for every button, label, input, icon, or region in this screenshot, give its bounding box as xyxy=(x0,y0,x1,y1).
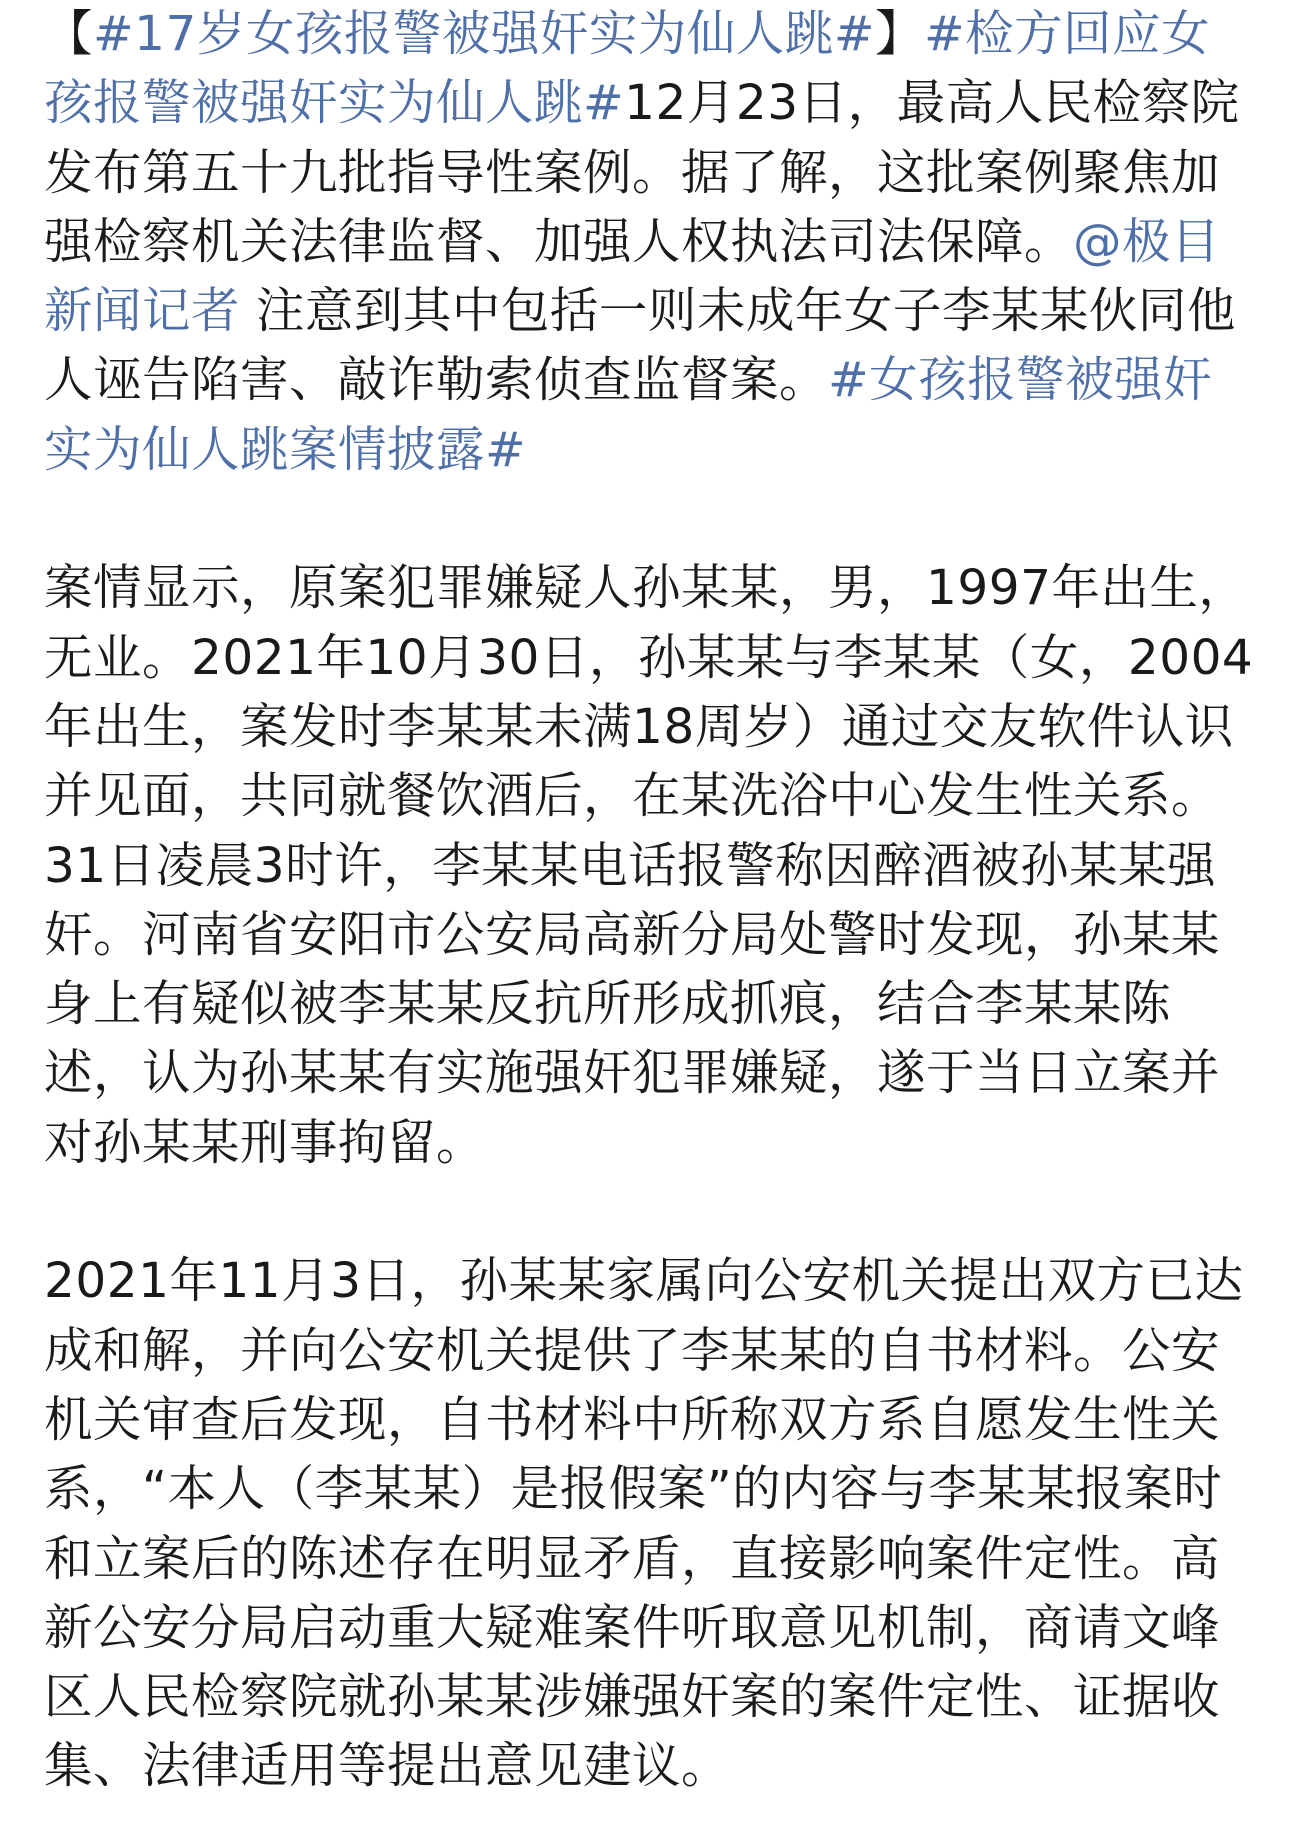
bracket-close: 】 xyxy=(875,6,925,62)
bracket-open: 【 xyxy=(44,6,94,62)
post-body xyxy=(44,0,1256,1802)
hashtag-case-disclosure[interactable]: #女孩报警被强奸实为仙人跳案情披露# xyxy=(44,352,1213,478)
paragraph-spacer xyxy=(44,485,1256,554)
intro-text: 12月23日，最高人民检察院发布第五十九批指导性案例。据了解，这批案例聚焦加强检察机关法律监督、加强人权执法司法保障。 xyxy=(44,75,1240,270)
mention-reporter[interactable]: @极目新闻记者 xyxy=(44,213,1221,340)
hashtag-headline[interactable]: #17岁女孩报警被强奸实为仙人跳# xyxy=(93,6,876,62)
post-paragraph-case-details: 案情显示，原案犯罪嫌疑人孙某某，男，1997年出生，无业。2021年10月30日，孙某某与李某某（女，2004年出生，案发时李某某未满18周岁）通过交友软件认识并见面，共同就餐饮酒后，在某洗浴中心发生性关系。31日凌晨3时许，李某某电话报警称因醉酒被孙某某强奸。河南省安阳市公安局高新分局处警时发现，孙某某身上有疑似被李某某反抗所形成抓痕，结合李某某陈述，认为孙某某有实施强奸犯罪嫌疑，遂于当日立案并对孙某某刑事拘留。 xyxy=(44,560,1254,1171)
post-paragraph-investigation: 2021年11月3日，孙某某家属向公安机关提出双方已达成和解，并向公安机关提供了李某某的自书材料。公安机关审查后发现，自书材料中所称双方系自愿发生性关系，“本人（李某某）是报假案”的内容与李某某报案时和立案后的陈述存在明显矛盾，直接影响案件定性。高新公安分局启动重大疑难案件听取意见机制，商请文峰区人民检察院就孙某某涉嫌强奸案的案件定性、证据收集、法律适用等提出意见建议。 xyxy=(44,1253,1244,1795)
intro-text-continued: 注意到其中包括一则未成年女子李某某伙同他人诬告陷害、敲诈勒索侦查监督案。 xyxy=(44,283,1236,409)
hashtag-prosecutor-response[interactable]: #检方回应女孩报警被强奸实为仙人跳# xyxy=(44,6,1211,132)
paragraph-spacer xyxy=(44,1178,1256,1247)
post-paragraph-intro xyxy=(44,0,1256,485)
